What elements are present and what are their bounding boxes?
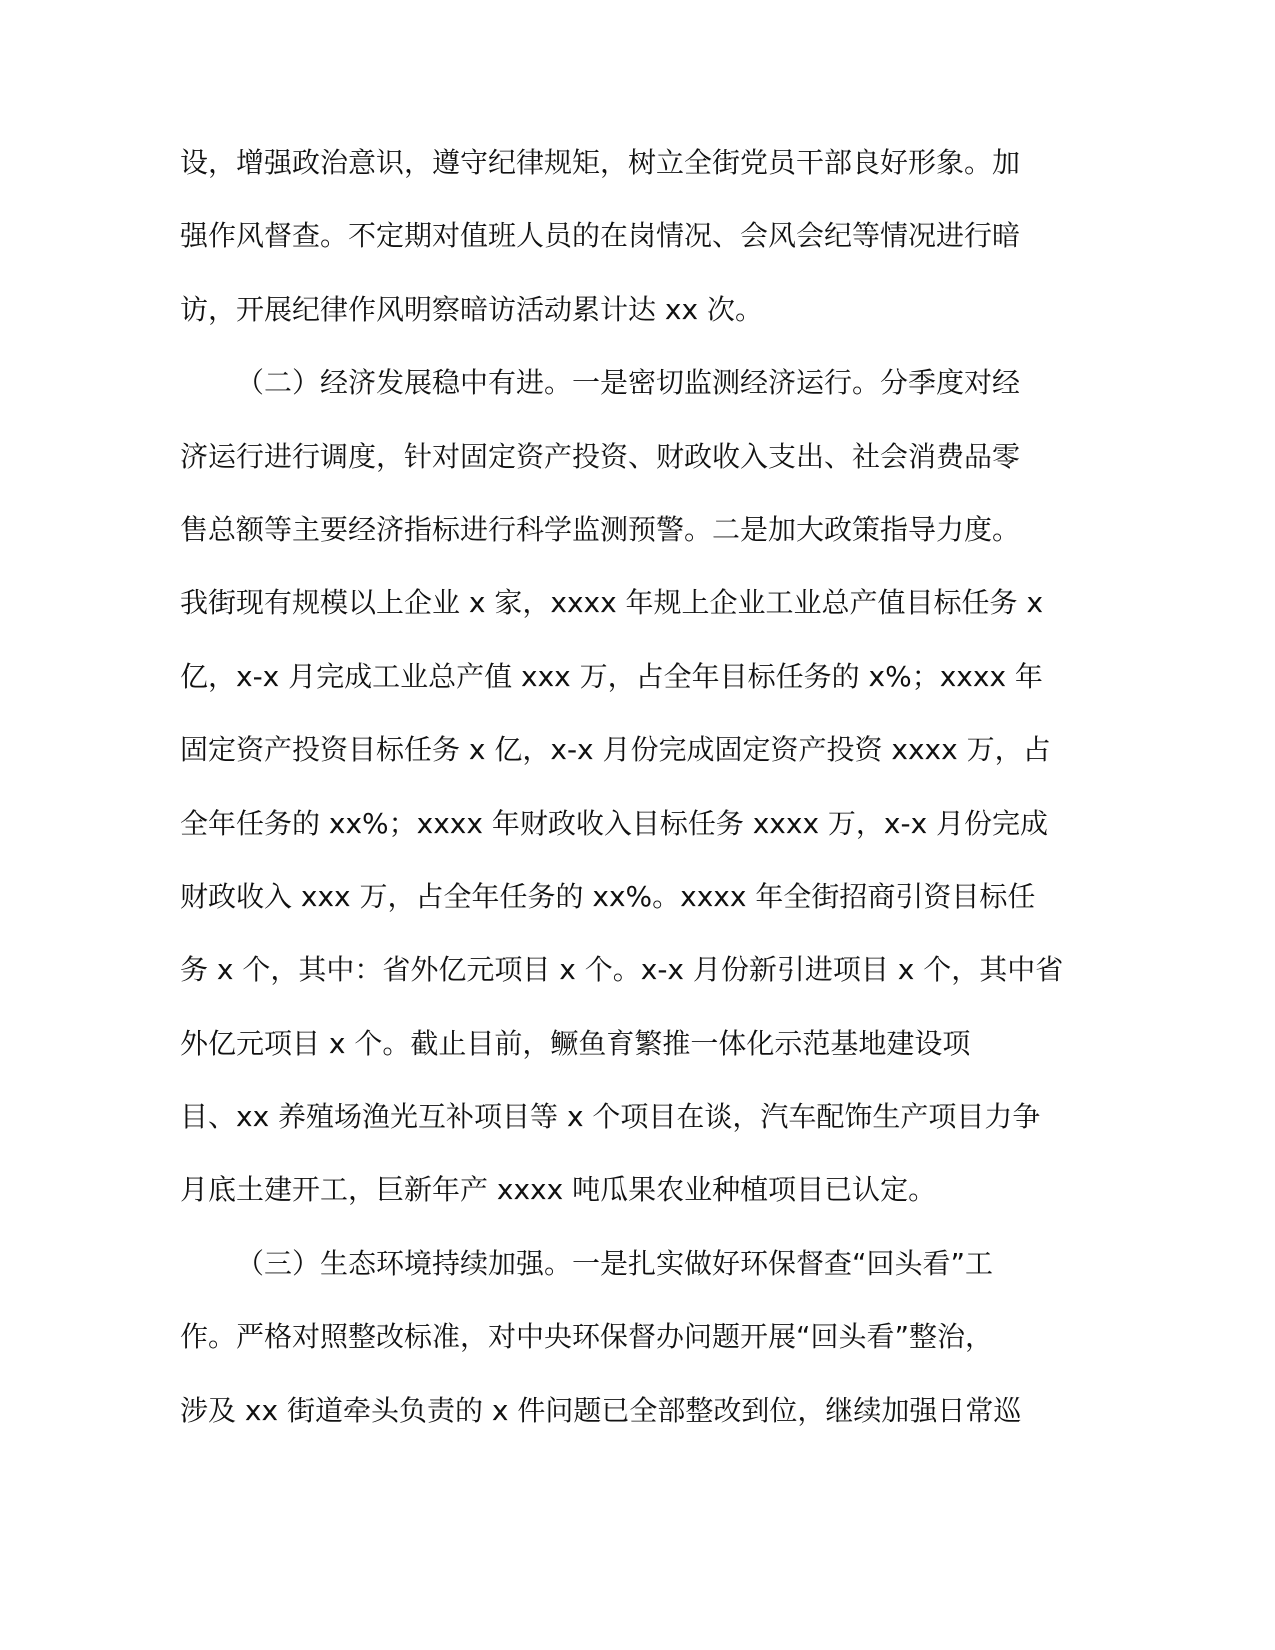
text-line: 固定资产投资目标任务 x 亿，x-x 月份完成固定资产投资 xxxx 万，占 [180, 733, 1051, 767]
text-line: 作。严格对照整改标准，对中央环保督办问题开展“回头看”整治， [180, 1320, 994, 1354]
text-line: 济运行进行调度，针对固定资产投资、财政收入支出、社会消费品零 [180, 439, 1021, 473]
text-line: 财政收入 xxx 万，占全年任务的 xx%。xxxx 年全街招商引资目标任 [180, 879, 1036, 913]
text-line: 全年任务的 xx%；xxxx 年财政收入目标任务 xxxx 万，x-x 月份完成 [180, 806, 1049, 840]
section-heading-line: （二）经济发展稳中有进。一是密切监测经济运行。分季度对经 [236, 366, 1021, 400]
text-line: 亿，x-x 月完成工业总产值 xxx 万，占全年目标任务的 x%；xxxx 年 [180, 659, 1043, 693]
text-line: 目、xx 养殖场渔光互补项目等 x 个项目在谈，汽车配饰生产项目力争 [180, 1100, 1041, 1134]
text-line: 售总额等主要经济指标进行科学监测预警。二是加大政策指导力度。 [180, 512, 1021, 546]
text-line: 月底土建开工，巨新年产 xxxx 吨瓜果农业种植项目已认定。 [180, 1173, 937, 1207]
text-line: 我街现有规模以上企业 x 家，xxxx 年规上企业工业总产值目标任务 x [180, 586, 1044, 620]
text-line: 外亿元项目 x 个。截止目前，鳜鱼育繁推一体化示范基地建设项 [180, 1026, 971, 1060]
text-line: 务 x 个，其中：省外亿元项目 x 个。x-x 月份新引进项目 x 个，其中省 [180, 953, 1064, 987]
text-line: 强作风督查。不定期对值班人员的在岗情况、会风会纪等情况进行暗 [180, 219, 1021, 253]
text-line: 涉及 xx 街道牵头负责的 x 件问题已全部整改到位，继续加强日常巡 [180, 1393, 1022, 1427]
document-body [180, 138, 1064, 1459]
section-heading-line: （三）生态环境持续加强。一是扎实做好环保督查“回头看”工 [236, 1246, 994, 1280]
text-line: 设，增强政治意识，遵守纪律规矩，树立全街党员干部良好形象。加 [180, 146, 1021, 179]
text-line: 访，开展纪律作风明察暗访活动累计达 xx 次。 [180, 292, 763, 326]
